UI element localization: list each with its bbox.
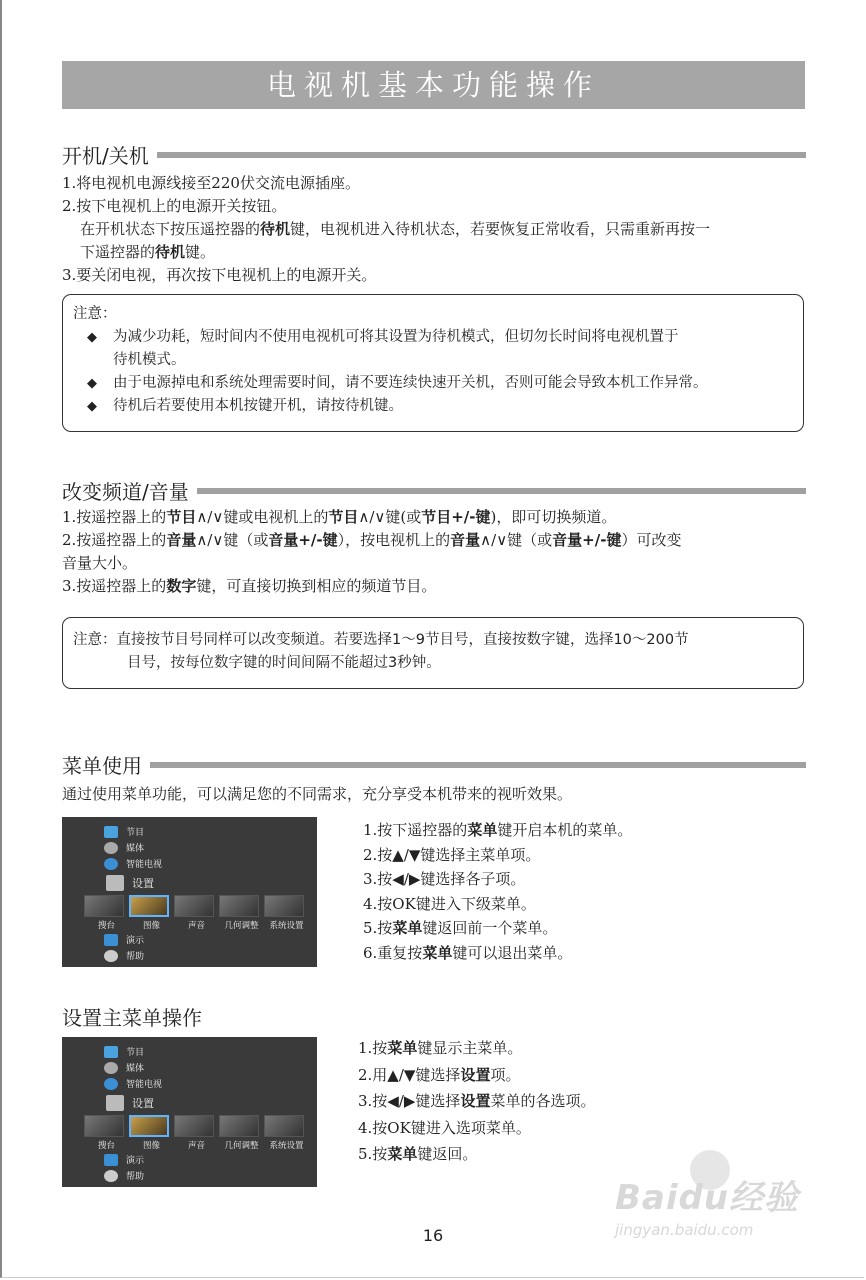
channel-note-box: 注意：直接按节目号同样可以改变频道。若要选择1～9节目号，直接按数字键，选择10～200节 目号，按每位数字键的时间间隔不能超过3秒钟。: [62, 617, 804, 689]
diamond-icon: ◆: [87, 399, 97, 414]
channel-instructions: [62, 506, 681, 598]
settings-icon: [106, 1095, 124, 1111]
channel-line-3: 音量大小。: [62, 554, 138, 572]
note-item-3: ◆ 待机后若要使用本机按键开机，请按待机键。: [73, 395, 793, 418]
demo-icon: [104, 934, 118, 946]
media-icon: [104, 1062, 118, 1074]
channel-line-1: 1.按遥控器上的节目∧/∨键或电视机上的节目∧/∨键(或节目+/-键)，即可切换频道。: [62, 508, 617, 526]
note-item-1: ◆ 为减少功耗，短时间内不使用电视机可将其设置为待机模式，但切勿长时间将电视机置于 待机模式。: [73, 326, 793, 372]
help-icon: [104, 1170, 118, 1182]
diamond-icon: ◆: [87, 330, 97, 345]
demo-icon: [104, 1154, 118, 1166]
section-heading-power: 开机/关机: [62, 140, 806, 169]
smart-tv-icon: [104, 858, 118, 870]
section-heading-channel: 改变频道/音量: [62, 476, 806, 505]
menu-steps: 1.按下遥控器的菜单键开启本机的菜单。 2.按▲/▼键选择主菜单项。 3.按◀/▶键选择各子项。 4.按OK键进入下级菜单。 5.按菜单键返回前一个菜单。 6.重复按菜单键可以退出菜单。: [363, 821, 633, 962]
page-title: 电视机基本功能操作: [62, 61, 805, 109]
menu-screenshot-2: 节目 媒体 智能电视 设置 搜台 图像 声音 几何调整 系统设置 演示 帮助: [62, 1037, 317, 1187]
power-line-5: 3.要关闭电视，再次按下电视机上的电源开关。: [62, 266, 377, 284]
power-line-3: 在开机状态下按压遥控器的待机键，电视机进入待机状态，若要恢复正常收看，只需重新再按一: [80, 220, 711, 238]
channel-line-4: 3.按遥控器上的数字键，可直接切换到相应的频道节目。: [62, 577, 437, 595]
media-icon: [104, 842, 118, 854]
power-line-1: 1.将电视机电源线接至220伏交流电源插座。: [62, 174, 360, 192]
menu-screenshot-1: 节目 媒体 智能电视 设置 搜台 图像 声音 几何调整 系统设置 演示 帮助: [62, 817, 317, 967]
settings-steps: 1.按菜单键显示主菜单。 2.用▲/▼键选择设置项。 3.按◀/▶键选择设置菜单的各选项。 4.按OK键进入选项菜单。 5.按菜单键返回。: [358, 1039, 596, 1163]
section-heading-menu: 菜单使用: [62, 750, 806, 779]
menu-intro: 通过使用菜单功能，可以满足您的不同需求，充分享受本机带来的视听效果。: [62, 785, 573, 803]
settings-icon: [106, 875, 124, 891]
power-line-4: 下遥控器的待机键。: [80, 243, 216, 261]
diamond-icon: ◆: [87, 376, 97, 391]
program-icon: [104, 1046, 118, 1058]
power-line-2: 2.按下电视机上的电源开关按钮。: [62, 197, 287, 215]
section-heading-settings: 设置主菜单操作: [62, 1006, 202, 1030]
power-note-box: [62, 294, 804, 432]
program-icon: [104, 826, 118, 838]
page-number: 16: [422, 1226, 444, 1245]
watermark: Baidu经验 jingyan.baidu.com: [615, 1178, 800, 1239]
power-instructions: [62, 172, 710, 287]
note-label: 注意：: [73, 306, 117, 322]
channel-line-2: 2.按遥控器上的音量∧/∨键（或音量+/-键），按电视机上的音量∧/∨键（或音量+/-键）可改变: [62, 531, 682, 549]
note-item-2: ◆ 由于电源掉电和系统处理需要时间，请不要连续快速开关机，否则可能会导致本机工作异常。: [73, 372, 793, 395]
smart-tv-icon: [104, 1078, 118, 1090]
help-icon: [104, 950, 118, 962]
